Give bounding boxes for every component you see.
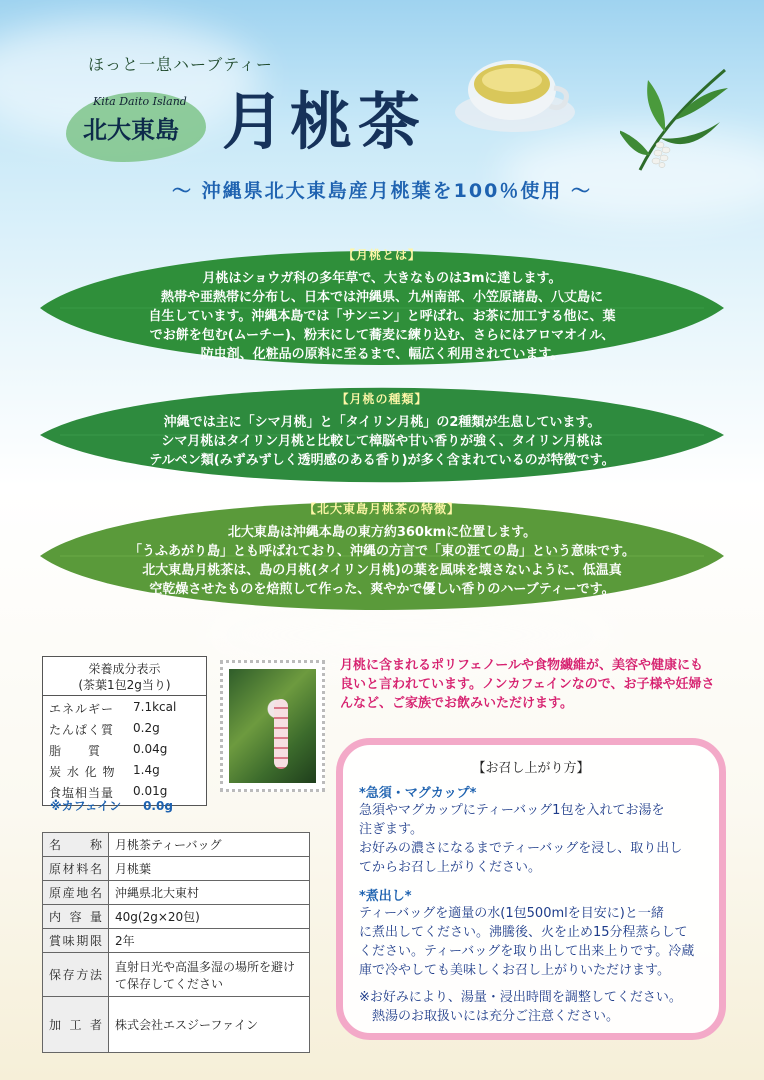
section-text-line: 月桃はショウガ科の多年草で、大きなものは3mに達します。 [202, 271, 562, 286]
table-row: 賞味期限 2年 [43, 929, 310, 953]
section-about-gettou [0, 236, 764, 376]
howto-line: 庫で冷やしても美味しくお召し上がりいただけます。 [359, 963, 670, 978]
howto-line: 急須やマグカップにティーバッグ1包を入れてお湯を [359, 803, 665, 818]
table-row: 名 称 月桃茶ティーバッグ [43, 833, 310, 857]
table-row: 原産地名 沖縄県北大東村 [43, 881, 310, 905]
howto-heading-nidashi: *煮出し* [359, 889, 412, 904]
benefit-line: 月桃に含まれるポリフェノールや食物繊維が、美容や健康にも [340, 658, 703, 673]
table-row: 加 工 者 株式会社エスジーファイン [43, 997, 310, 1053]
howto-title: 【お召し上がり方】 [472, 761, 590, 776]
section-text-line: 北大東島は沖縄本島の東方約360kmに位置します。 [227, 525, 537, 540]
table-row: 保存方法 直射日光や高温多湿の場所を避けて保存してください [43, 953, 310, 997]
howto-line: に煮出してください。沸騰後、火を止め15分程蒸らして [359, 925, 688, 940]
benefit-text [340, 656, 730, 713]
gettou-plant-icon [620, 60, 730, 180]
section-text-line: シマ月桃はタイリン月桃と比較して樟脳や甘い香りが強く、タイリン月桃は [161, 434, 603, 449]
header [0, 0, 764, 230]
howto-line: ティーバッグを適量の水(1包500mlを目安に)と一緒 [359, 906, 664, 921]
section-text-line: 熱帯や亜熱帯に分布し、日本では沖縄県、九州南部、小笠原諸島、八丈島に [160, 290, 603, 305]
gettou-photo-stamp [220, 660, 325, 792]
howto-line: 注ぎます。 [359, 822, 423, 837]
nutrition-row: 食塩相当量 0.01g [49, 784, 168, 800]
gettou-flower-image [229, 669, 316, 783]
nutrition-row: 脂 質 0.04g [49, 742, 168, 758]
section-heading: 【北大東島月桃茶の特徴】 [303, 502, 460, 516]
section-kitadaito-features [0, 490, 764, 618]
section-text-line: 「うふあがり島」とも呼ばれており、沖縄の方言で「東の涯ての島」という意味です。 [129, 544, 635, 559]
howto-heading-kyusu: *急須・マグカップ* [359, 786, 477, 801]
section-heading: 【月桃とは】 [342, 248, 421, 262]
section-text-line: 沖縄では主に「シマ月桃」と「タイリン月桃」の2種類が生息しています。 [163, 415, 601, 430]
section-gettou-types [0, 380, 764, 486]
benefit-line: んなど、ご家族でお飲みいただけます。 [340, 696, 573, 711]
nutrition-row: 炭 水 化 物 1.4g [49, 763, 160, 779]
tagline: ～ 沖縄県北大東島産月桃葉を100％使用 ～ [172, 180, 592, 202]
nutrition-title: 栄養成分表示 [88, 662, 161, 676]
howto-line: ください。ティーバッグを取り出して出来上りです。冷蔵 [359, 944, 695, 959]
how-to-drink-box [336, 738, 726, 1040]
section-text-line: でお餅を包む(ムーチー)、粉末にして蕎麦に練り込む、さらにはアロマオイル、 [149, 328, 615, 343]
benefit-line: 良いと言われています。ノンカフェインなので、お子様や妊婦さ [340, 677, 715, 692]
table-row: 内 容 量 40g(2g×20包) [43, 905, 310, 929]
section-heading: 【月桃の種類】 [336, 392, 428, 406]
nutrition-row: エネルギー 7.1kcal [49, 700, 177, 716]
section-text-line: テルペン類(みずみずしく透明感のある香り)が多く含まれているのが特徴です。 [149, 453, 615, 468]
brand-english: Kita Daito Island [93, 95, 187, 108]
howto-line: てからお召し上がりください。 [359, 860, 542, 875]
howto-note: 熱湯のお取扱いには充分ご注意ください。 [359, 1009, 620, 1024]
caffeine-value: 0.0g [143, 799, 173, 813]
caffeine-label: ※カフェイン [50, 799, 122, 813]
table-row: 原材料名 月桃葉 [43, 857, 310, 881]
catchphrase: ほっと一息ハーブティー [88, 55, 273, 74]
nutrition-row: たんぱく質 0.2g [49, 721, 160, 737]
howto-note: ※お好みにより、湯量・浸出時間を調整してください。 [359, 990, 682, 1005]
howto-line: お好みの濃さになるまでティーバッグを浸し、取り出し [359, 841, 683, 856]
product-info-table [42, 832, 310, 1053]
nutrition-facts-box [42, 656, 207, 806]
section-text-line: 空乾燥させたものを焙煎して作った、爽やかで優しい香りのハーブティーです。 [149, 582, 615, 597]
brand-japanese: 北大東島 [83, 116, 179, 144]
section-text-line: 自生しています。沖縄本島では「サンニン」と呼ばれ、お茶に加工する他に、葉 [148, 309, 616, 324]
section-text-line: 防虫剤、化粧品の原料に至るまで、幅広く利用されています。 [200, 347, 564, 362]
page-title: 月桃茶 [222, 85, 427, 158]
tea-cup-icon [450, 50, 580, 140]
nutrition-subtitle: (茶葉1包2g当り) [78, 678, 171, 692]
caffeine-note [50, 797, 173, 814]
section-text-line: 北大東島月桃茶は、島の月桃(タイリン月桃)の葉を風味を壊さないように、低温真 [142, 563, 622, 578]
